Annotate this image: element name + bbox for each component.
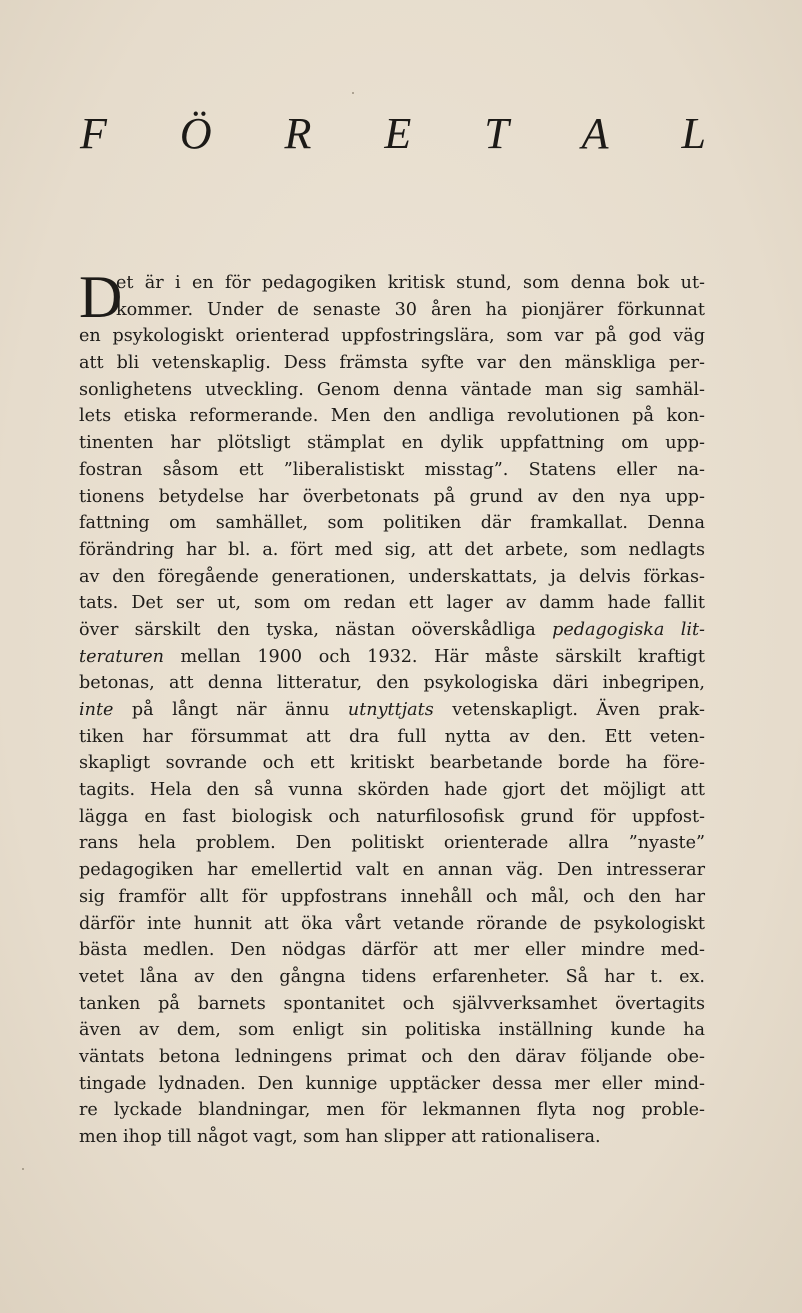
text-line: tanken på barnets spontanitet och självverksamhet övertagits: [79, 993, 705, 1014]
heading-letter: A: [581, 109, 609, 158]
text-line: fattning om samhället, som politiken där framkallat. Denna: [79, 513, 705, 534]
text-line: av den föregående generationen, underskattats, ja delvis förkas-: [79, 566, 705, 587]
text-line: re lyckade blandningar, men för lekmannen flyta nog proble-: [79, 1100, 705, 1121]
text-line: att bli vetenskaplig. Dess främsta syfte var den mänskliga per-: [79, 353, 705, 374]
heading-letter: E: [384, 109, 412, 158]
text-line: tiken har försummat att dra full nytta av den. Ett veten-: [79, 726, 705, 747]
paper-speck: [22, 1168, 24, 1170]
italic-emphasis: utnyttjats: [347, 700, 434, 720]
heading-letter: R: [284, 109, 312, 158]
text-line: skapligt sovrande och ett kritiskt bearbetande borde ha före-: [79, 753, 705, 774]
text-line: över särskilt den tyska, nästan oöverskådliga pedagogiska lit-: [79, 619, 705, 640]
drop-cap: D: [79, 264, 123, 330]
text-line: tinenten har plötsligt stämplat en dylik uppfattning om upp-: [79, 433, 705, 454]
text-line: tats. Det ser ut, som om redan ett lager av damm hade fallit: [79, 593, 705, 614]
text-line: inte på långt när ännu utnyttjats vetenskapligt. Även prak-: [79, 700, 705, 720]
text-line: rans hela problem. Den politiskt orienterade allra ”nyaste”: [79, 833, 705, 854]
text-line: förändring har bl. a. fört med sig, att det arbete, som nedlagts: [79, 539, 705, 560]
text-line: kommer. Under de senaste 30 åren ha pionjärer förkunnat: [116, 299, 705, 320]
text-line: sig framför allt för uppfostrans innehåll och mål, och den har: [79, 886, 705, 907]
text-line: et är i en för pedagogiken kritisk stund, som denna bok ut-: [116, 273, 705, 293]
heading-letter: T: [484, 109, 509, 158]
italic-emphasis: inte: [79, 700, 114, 720]
text-line: även av dem, som enligt sin politiska inställning kunde ha: [79, 1020, 705, 1041]
text-line: betonas, att denna litteratur, den psykologiska däri inbegripen,: [79, 673, 705, 694]
text-line: väntats betona ledningens primat och den därav följande obe-: [79, 1046, 705, 1067]
italic-emphasis: teraturen: [79, 646, 164, 667]
chapter-heading: [80, 109, 706, 158]
text-line: teraturen mellan 1900 och 1932. Här måste särskilt kraftigt: [79, 646, 705, 667]
heading-letter: F: [80, 109, 107, 158]
text-line: en psykologiskt orienterad uppfostringslära, som var på god väg: [79, 326, 705, 347]
text-line: fostran såsom ett ”liberalistiskt misstag”. Statens eller na-: [79, 459, 705, 480]
heading-letter: Ö: [179, 109, 212, 158]
text-line: vetet låna av den gångna tidens erfarenheter. Så har t. ex.: [79, 966, 705, 987]
text-line: tagits. Hela den så vunna skörden hade gjort det möjligt att: [79, 780, 705, 801]
italic-emphasis: pedagogiska lit-: [552, 619, 705, 640]
text-line: tionens betydelse har överbetonats på grund av den nya upp-: [79, 486, 705, 507]
text-line: pedagogiken har emellertid valt en annan väg. Den intresserar: [79, 860, 705, 881]
paper-speck: [352, 92, 354, 94]
text-line: tingade lydnaden. Den kunnige upptäcker dessa mer eller mind-: [79, 1073, 705, 1094]
text-line: lägga en fast biologisk och naturfilosofisk grund för uppfost-: [79, 806, 705, 827]
text-line: bästa medlen. Den nödgas därför att mer eller mindre med-: [79, 940, 705, 961]
heading-letter: L: [681, 109, 706, 158]
text-line: lets etiska reformerande. Men den andliga revolutionen på kon-: [79, 406, 705, 427]
text-line: men ihop till något vagt, som han slipper att rationalisera.: [79, 1127, 601, 1147]
text-line: sonlighetens utveckling. Genom denna väntade man sig samhäl-: [79, 379, 705, 400]
body-paragraph: [79, 264, 705, 1151]
text-line: därför inte hunnit att öka vårt vetande rörande de psykologiskt: [79, 913, 705, 934]
